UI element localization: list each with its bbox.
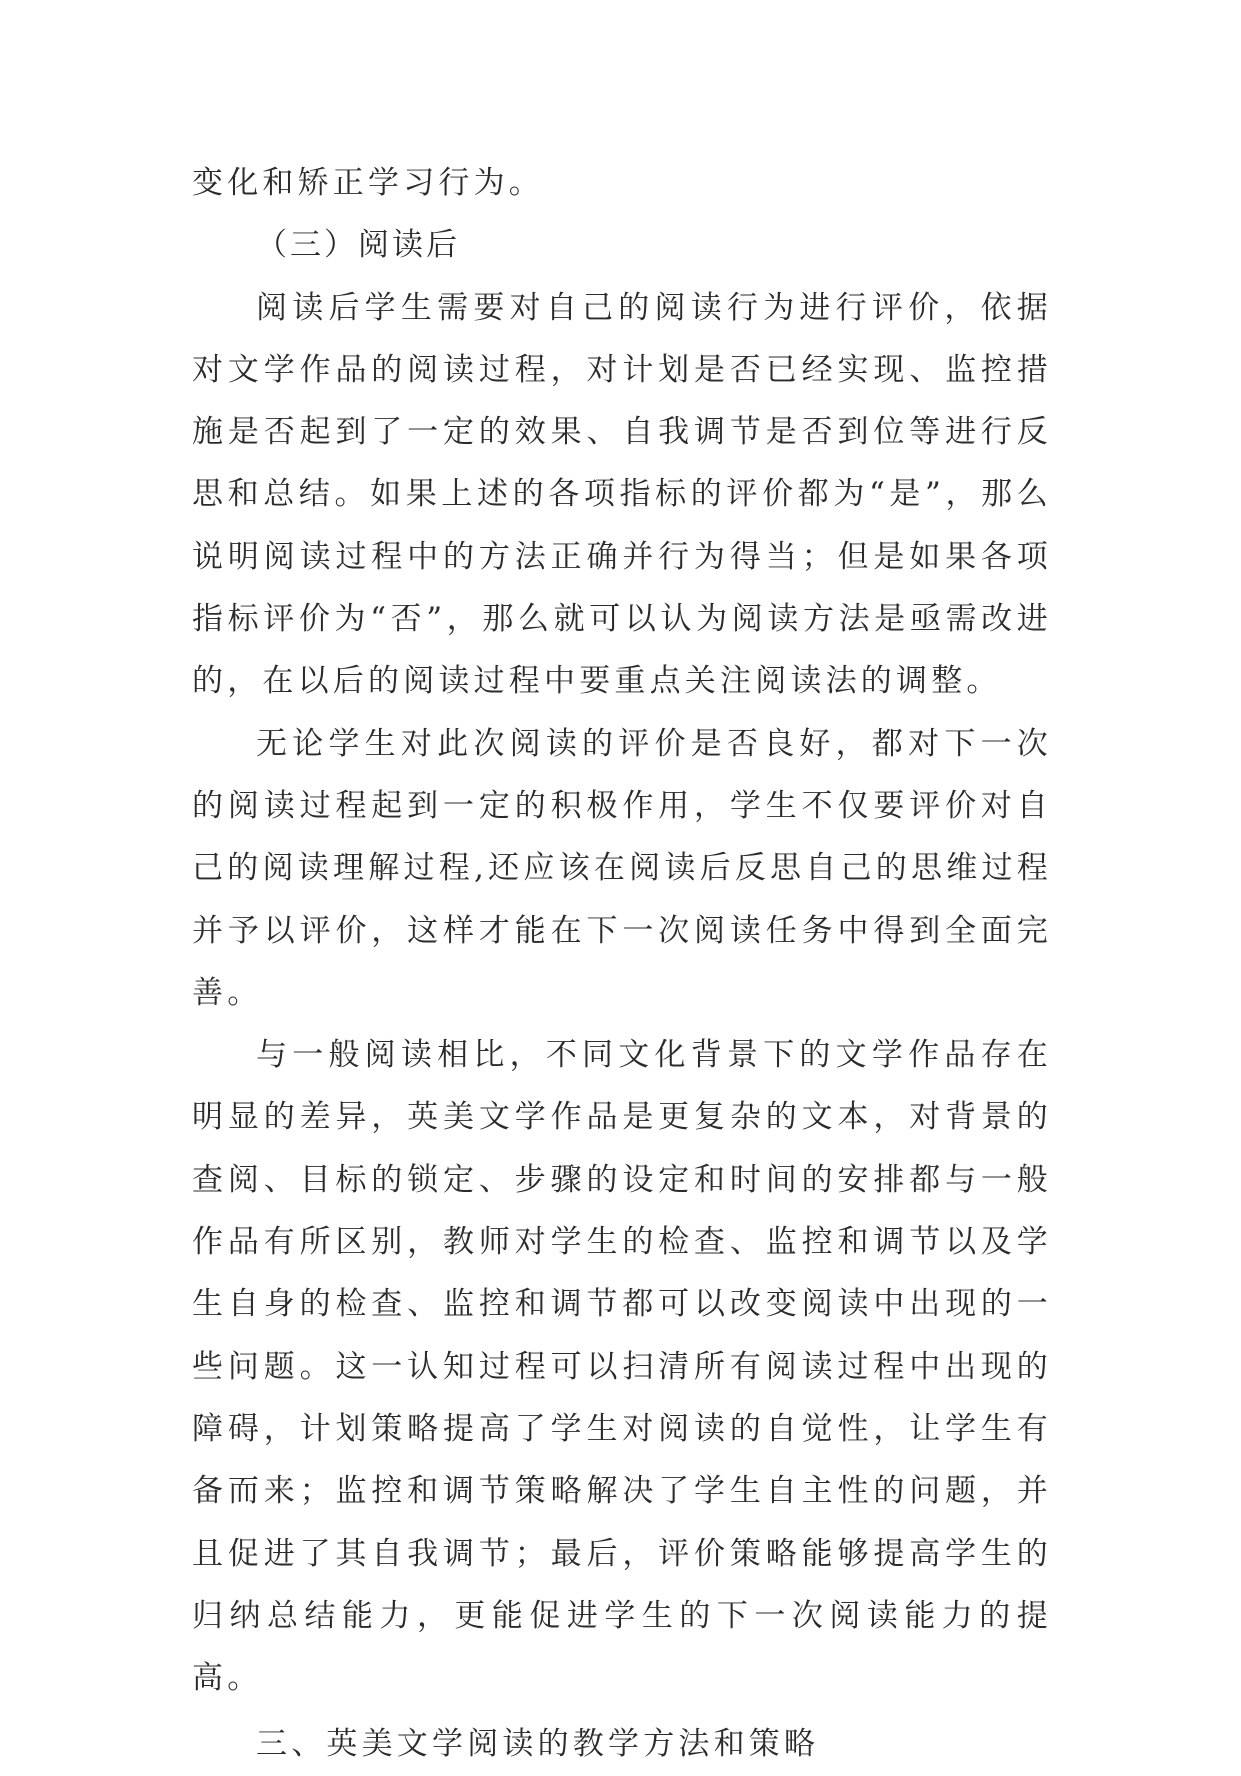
paragraph-3: 与一般阅读相比，不同文化背景下的文学作品存在明显的差异，英美文学作品是更复杂的文本，对背景的查阅、目标的锁定、步骤的设定和时间的安排都与一般作品有所区别，教师对学生的检查、监控和调节以及学生自身的检查、监控和调节都可以改变阅读中出现的一些问题。这一认知过程可以扫清所有阅读过程中出现的障碍，计划策略提高了学生对阅读的自觉性，让学生有备而来；监控和调节策略解决了学生自主性的问题，并且促进了其自我调节；最后，评价策略能够提高学生的归纳总结能力，更能促进学生的下一次阅读能力的提高。 <box>192 1037 1052 1697</box>
subheading-after-reading: （三）阅读后 <box>256 227 460 264</box>
paragraph-2: 无论学生对此次阅读的评价是否良好，都对下一次的阅读过程起到一定的积极作用，学生不仅要评价对自己的阅读理解过程,还应该在阅读后反思自己的思维过程并予以评价，这样才能在下一次阅读任务中得到全面完善。 <box>192 725 1052 1011</box>
paragraph-1: 阅读后学生需要对自己的阅读行为进行评价，依据对文学作品的阅读过程，对计划是否已经实现、监控措施是否起到了一定的效果、自我调节是否到位等进行反思和总结。如果上述的各项指标的评价都为“是”，那么说明阅读过程中的方法正确并行为得当；但是如果各项指标评价为“否”，那么就可以认为阅读方法是亟需改进的，在以后的阅读过程中要重点关注阅读法的调整。 <box>192 289 1052 700</box>
document-body <box>192 152 1052 1776</box>
continuation-line: 变化和矫正学习行为。 <box>192 165 544 201</box>
section-heading: 三、英美文学阅读的教学方法和策略 <box>256 1726 820 1763</box>
